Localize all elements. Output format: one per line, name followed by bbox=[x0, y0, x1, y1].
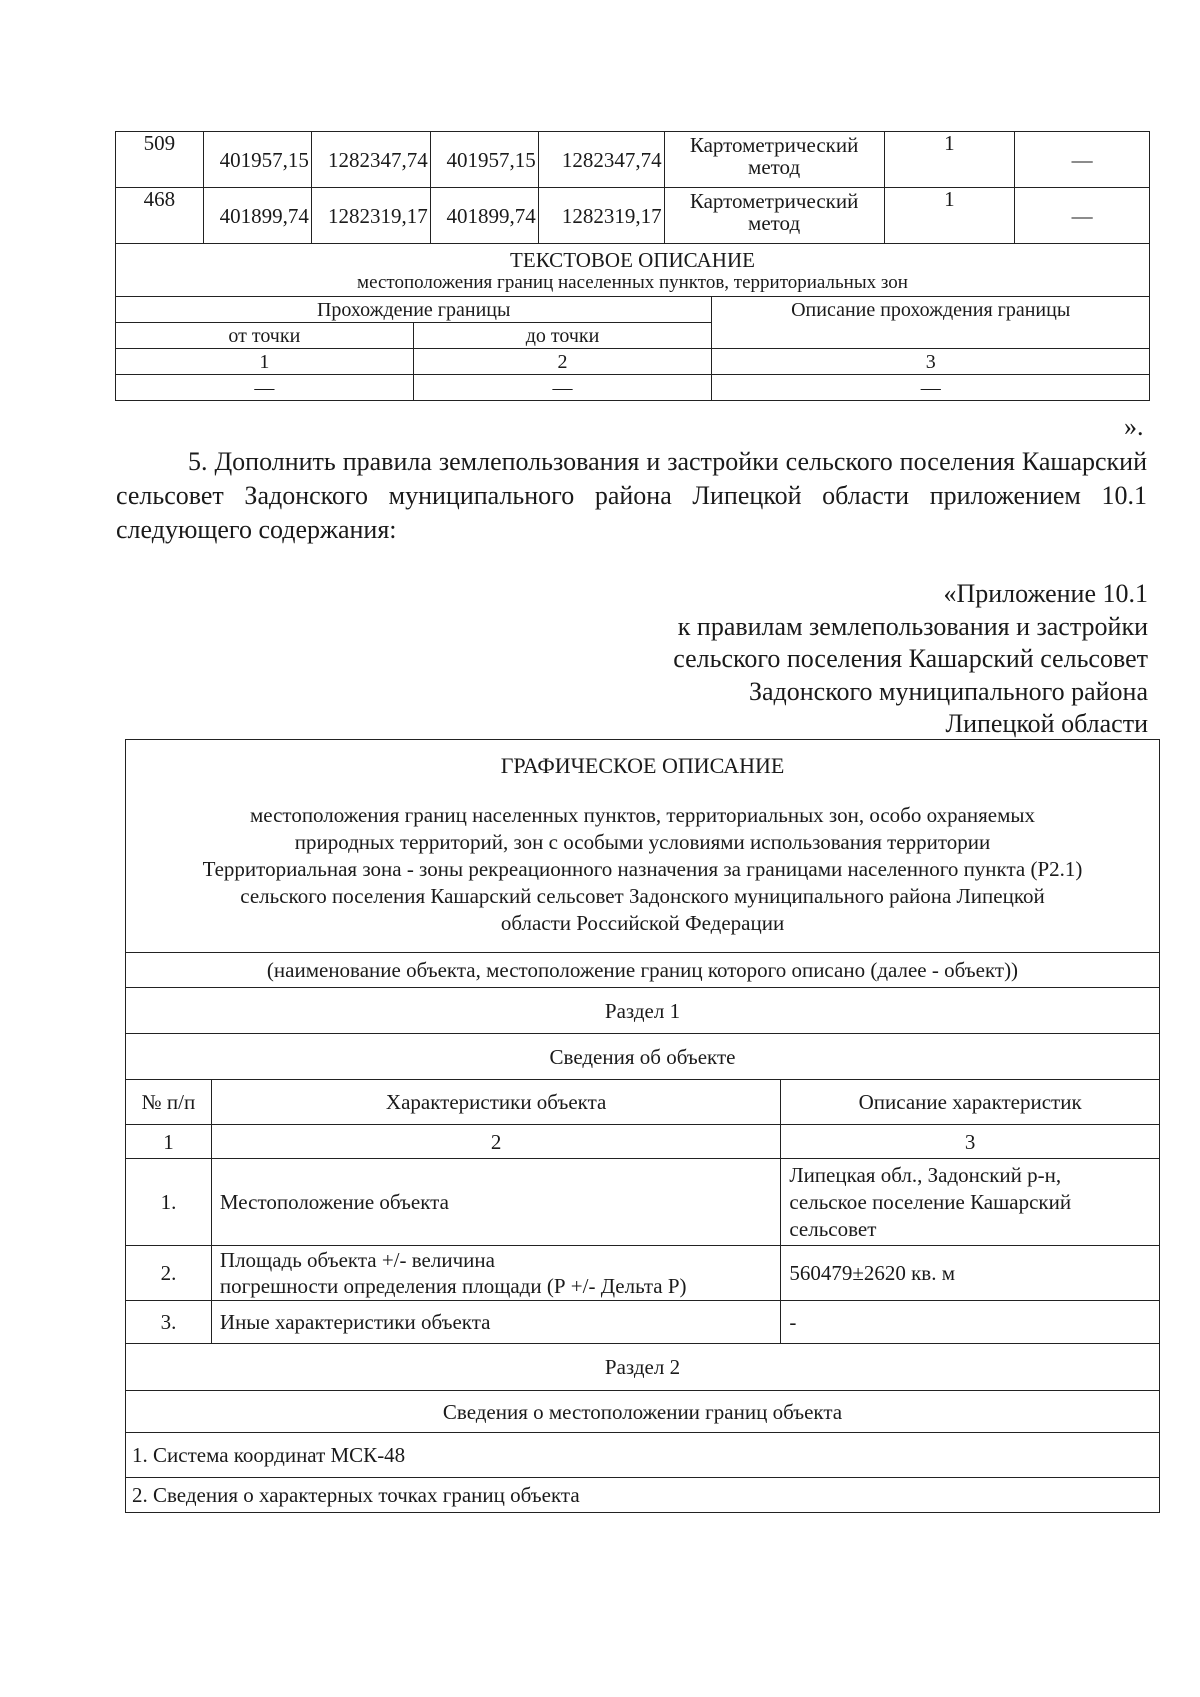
item-number: 2. bbox=[126, 1246, 212, 1301]
section-1-subtitle: Сведения об объекте bbox=[126, 1034, 1160, 1080]
x-coordinate: 401957,15 bbox=[203, 132, 311, 188]
point-number: 509 bbox=[116, 132, 204, 188]
table-row bbox=[126, 1159, 1160, 1246]
graphic-description-header bbox=[126, 740, 1160, 953]
object-name-note: (наименование объекта, местоположение границ которого описано (далее - объект)) bbox=[126, 953, 1160, 988]
x-coordinate: 401899,74 bbox=[430, 188, 538, 244]
graphic-description-table bbox=[125, 739, 1160, 1513]
point-description: — bbox=[1015, 188, 1150, 244]
appendix-line: Задонского муниципального района bbox=[748, 676, 1148, 706]
item-description-line: сельсовет bbox=[789, 1216, 877, 1241]
point-number: 468 bbox=[116, 188, 204, 244]
method-text: метод bbox=[748, 155, 801, 179]
text-description-table bbox=[115, 243, 1150, 401]
y-coordinate: 1282347,74 bbox=[538, 132, 664, 188]
x-coordinate: 401957,15 bbox=[430, 132, 538, 188]
coordinate-system: 1. Система координат МСК-48 bbox=[126, 1433, 1160, 1478]
appendix-line: «Приложение 10.1 bbox=[943, 579, 1148, 608]
section-1-title: Раздел 1 bbox=[126, 988, 1160, 1034]
amendment-paragraph bbox=[116, 445, 1147, 547]
column-index: 2 bbox=[211, 1125, 780, 1159]
accuracy-value: 1 bbox=[884, 188, 1015, 244]
table-row bbox=[116, 132, 1150, 188]
text-description-title: ТЕКСТОВОЕ ОПИСАНИЕ bbox=[510, 248, 755, 272]
empty-cell: — bbox=[116, 375, 414, 401]
appendix-line: сельского поселения Кашарский сельсовет bbox=[673, 644, 1148, 673]
column-number-header: № п/п bbox=[126, 1080, 212, 1125]
coordinates-table bbox=[115, 131, 1150, 244]
table-row bbox=[126, 1246, 1160, 1301]
item-description-line: сельское поселение Кашарский bbox=[789, 1189, 1072, 1214]
y-coordinate: 1282319,17 bbox=[538, 188, 664, 244]
item-description: - bbox=[781, 1301, 1160, 1344]
column-index: 3 bbox=[781, 1125, 1160, 1159]
column-description-header: Описание характеристик bbox=[781, 1080, 1160, 1125]
item-number: 3. bbox=[126, 1301, 212, 1344]
to-point-header: до точки bbox=[413, 323, 712, 349]
boundary-header: Прохождение границы bbox=[116, 297, 712, 323]
method-text: Картометрический bbox=[689, 189, 859, 213]
text-description-subtitle: местоположения границ населенных пунктов, территориальных зон bbox=[357, 272, 908, 293]
section-2-title: Раздел 2 bbox=[126, 1344, 1160, 1391]
item-description bbox=[781, 1159, 1160, 1246]
accuracy-value: 1 bbox=[884, 132, 1015, 188]
graphic-desc-line: природных территорий, зон с особыми условиями использования территории bbox=[294, 830, 991, 854]
item-number: 1. bbox=[126, 1159, 212, 1246]
column-characteristics-header: Характеристики объекта bbox=[211, 1080, 780, 1125]
graphic-desc-line: области Российской Федерации bbox=[500, 911, 785, 935]
item-characteristic: Местоположение объекта bbox=[211, 1159, 780, 1246]
item-characteristic bbox=[211, 1246, 780, 1301]
item-characteristic-line: Площадь объекта +/- величина bbox=[219, 1248, 495, 1272]
item-description: 560479±2620 кв. м bbox=[781, 1246, 1160, 1301]
from-point-header: от точки bbox=[116, 323, 414, 349]
paragraph-text: 5. Дополнить правила землепользования и застройки сельского поселения Кашарский сельсовет Задонского муниципального района Липецкой области приложением 10.1 следующего содержания: bbox=[116, 447, 1147, 544]
y-coordinate: 1282347,74 bbox=[311, 132, 430, 188]
column-index: 3 bbox=[712, 349, 1150, 375]
point-description: — bbox=[1015, 132, 1150, 188]
graphic-title: ГРАФИЧЕСКОЕ ОПИСАНИЕ bbox=[500, 753, 785, 778]
empty-cell: — bbox=[413, 375, 712, 401]
description-header: Описание прохождения границы bbox=[712, 297, 1150, 349]
method-cell bbox=[664, 188, 884, 244]
appendix-header bbox=[673, 578, 1148, 741]
appendix-line: к правилам землепользования и застройки bbox=[677, 611, 1148, 641]
item-description-line: Липецкая обл., Задонский р-н, bbox=[789, 1162, 1062, 1187]
y-coordinate: 1282319,17 bbox=[311, 188, 430, 244]
graphic-desc-line: Территориальная зона - зоны рекреационного назначения за границами населенного пункта (Р2.1) bbox=[202, 857, 1083, 881]
graphic-desc-line: местоположения границ населенных пунктов, территориальных зон, особо охраняемых bbox=[249, 803, 1036, 827]
column-index: 1 bbox=[126, 1125, 212, 1159]
graphic-desc-line: сельского поселения Кашарский сельсовет Задонского муниципального района Липецкой bbox=[240, 884, 1045, 908]
item-characteristic-line: погрешности определения площади (Р +/- Дельта Р) bbox=[219, 1274, 687, 1298]
method-text: Картометрический bbox=[689, 133, 859, 157]
method-cell bbox=[664, 132, 884, 188]
section-2-subtitle: Сведения о местоположении границ объекта bbox=[126, 1391, 1160, 1433]
closing-quote: ». bbox=[1124, 412, 1144, 441]
empty-cell: — bbox=[712, 375, 1150, 401]
column-index: 1 bbox=[116, 349, 414, 375]
points-info: 2. Сведения о характерных точках границ объекта bbox=[126, 1478, 1160, 1513]
table-row bbox=[126, 1301, 1160, 1344]
x-coordinate: 401899,74 bbox=[203, 188, 311, 244]
method-text: метод bbox=[748, 211, 801, 235]
column-index: 2 bbox=[413, 349, 712, 375]
item-characteristic: Иные характеристики объекта bbox=[211, 1301, 780, 1344]
text-description-header bbox=[116, 244, 1150, 297]
appendix-line: Липецкой области bbox=[945, 709, 1148, 738]
table-row bbox=[116, 188, 1150, 244]
